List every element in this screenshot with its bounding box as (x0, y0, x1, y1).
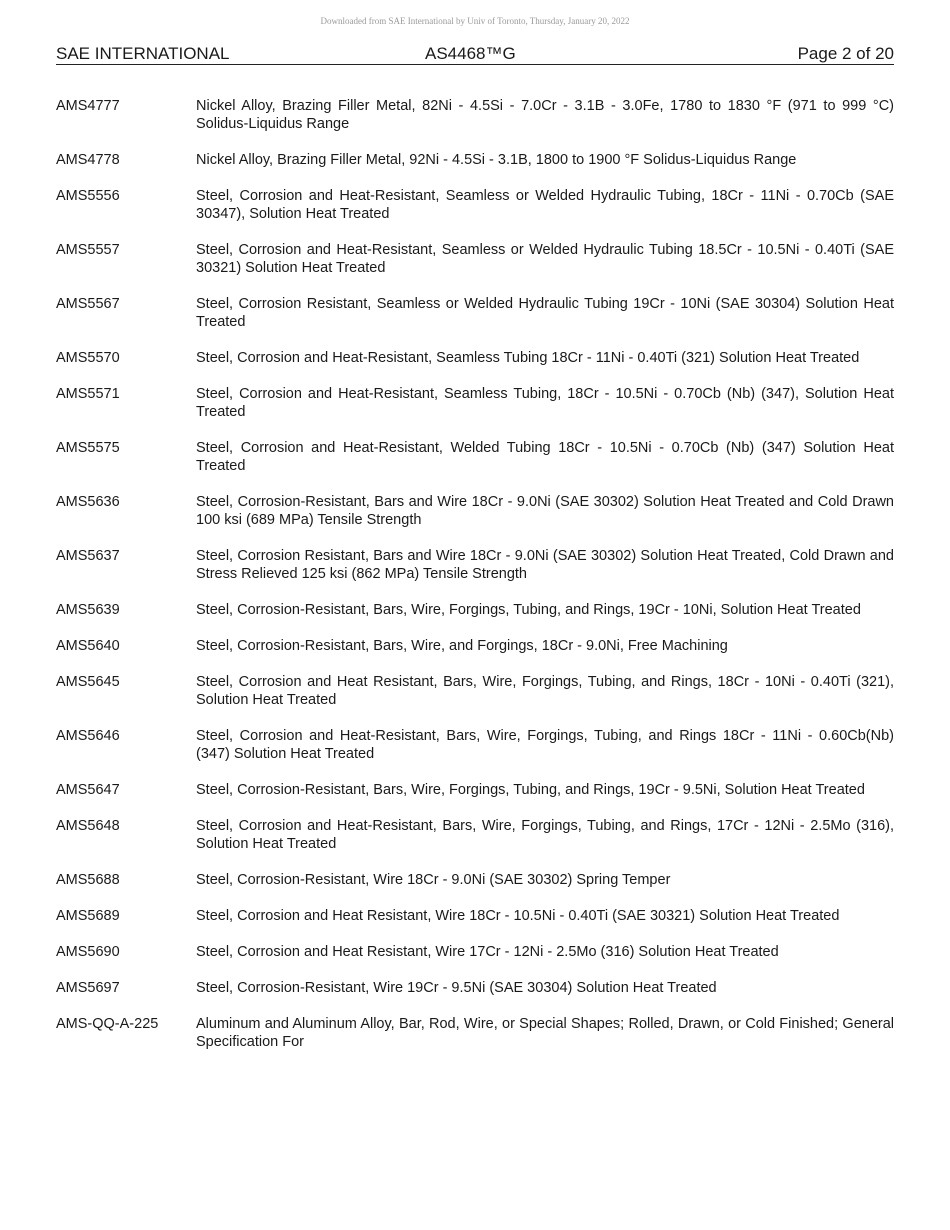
reference-code: AMS5636 (56, 494, 120, 510)
reference-row (56, 349, 894, 367)
reference-code: AMS5640 (56, 638, 120, 654)
reference-code: AMS5646 (56, 728, 120, 744)
reference-row (56, 601, 894, 619)
reference-title: Steel, Corrosion-Resistant, Wire 18Cr - 9.0Ni (SAE 30302) Spring Temper (196, 872, 671, 888)
reference-title: Steel, Corrosion and Heat Resistant, Bars, Wire, Forgings, Tubing, and Rings, 18Cr - 10Ni - 0.40Ti (321), Solution Heat Treated (196, 674, 894, 708)
reference-code: AMS5570 (56, 350, 120, 366)
reference-code: AMS5637 (56, 548, 120, 564)
reference-title: Nickel Alloy, Brazing Filler Metal, 92Ni - 4.5Si - 3.1B, 1800 to 1900 °F Solidus-Liquidus Range (196, 152, 797, 168)
reference-title: Aluminum and Aluminum Alloy, Bar, Rod, Wire, or Special Shapes; Rolled, Drawn, or Cold Finished; General Specification For (196, 1016, 894, 1050)
page-number: Page 2 of 20 (797, 44, 894, 63)
reference-title: Steel, Corrosion-Resistant, Bars and Wire 18Cr - 9.0Ni (SAE 30302) Solution Heat Treated and Cold Drawn 100 ksi (689 MPa) Tensile Strength (196, 494, 894, 528)
reference-code: AMS5648 (56, 818, 120, 834)
reference-row (56, 673, 894, 709)
reference-row (56, 97, 894, 133)
reference-title: Steel, Corrosion Resistant, Bars and Wire 18Cr - 9.0Ni (SAE 30302) Solution Heat Treated, Cold Drawn and Stress Relieved 125 ksi (862 MPa) Tensile Strength (196, 548, 894, 582)
reference-row (56, 295, 894, 331)
reference-row (56, 637, 894, 655)
reference-row (56, 871, 894, 889)
reference-row (56, 907, 894, 925)
reference-code: AMS5567 (56, 296, 120, 312)
reference-title: Steel, Corrosion and Heat-Resistant, Bars, Wire, Forgings, Tubing, and Rings 18Cr - 11Ni - 0.60Cb(Nb) (347) Solution Heat Treated (196, 728, 894, 762)
reference-title: Steel, Corrosion and Heat-Resistant, Seamless or Welded Hydraulic Tubing, 18Cr - 11Ni - 0.70Cb (SAE 30347), Solution Heat Treated (196, 188, 894, 222)
reference-row (56, 493, 894, 529)
reference-code: AMS-QQ-A-225 (56, 1016, 159, 1032)
organization-name: SAE INTERNATIONAL (56, 44, 230, 63)
reference-code: AMS5647 (56, 782, 120, 798)
reference-row (56, 979, 894, 997)
page-header (56, 44, 894, 65)
reference-code: AMS5688 (56, 872, 120, 888)
reference-row (56, 241, 894, 277)
reference-row (56, 547, 894, 583)
reference-code: AMS5571 (56, 386, 120, 402)
reference-code: AMS5697 (56, 980, 120, 996)
reference-code: AMS5557 (56, 242, 120, 258)
reference-code: AMS5690 (56, 944, 120, 960)
reference-code: AMS5639 (56, 602, 120, 618)
reference-code: AMS5556 (56, 188, 120, 204)
reference-title: Steel, Corrosion-Resistant, Wire 19Cr - 9.5Ni (SAE 30304) Solution Heat Treated (196, 980, 717, 996)
reference-title: Steel, Corrosion and Heat-Resistant, Bars, Wire, Forgings, Tubing, and Rings, 17Cr - 12Ni - 2.5Mo (316), Solution Heat Treated (196, 818, 894, 852)
reference-title: Steel, Corrosion and Heat Resistant, Wire 18Cr - 10.5Ni - 0.40Ti (SAE 30321) Solution Heat Treated (196, 908, 840, 924)
reference-row (56, 151, 894, 169)
reference-title: Steel, Corrosion and Heat-Resistant, Seamless Tubing, 18Cr - 10.5Ni - 0.70Cb (Nb) (347), Solution Heat Treated (196, 386, 894, 420)
reference-row (56, 1015, 894, 1051)
reference-row (56, 817, 894, 853)
reference-row (56, 727, 894, 763)
reference-code: AMS4777 (56, 98, 120, 114)
document-id: AS4468™G (425, 44, 516, 63)
reference-title: Steel, Corrosion and Heat-Resistant, Seamless or Welded Hydraulic Tubing 18.5Cr - 10.5Ni - 0.40Ti (SAE 30321) Solution Heat Treated (196, 242, 894, 276)
reference-row (56, 385, 894, 421)
reference-code: AMS4778 (56, 152, 120, 168)
reference-title: Steel, Corrosion-Resistant, Bars, Wire, Forgings, Tubing, and Rings, 19Cr - 10Ni, Solution Heat Treated (196, 602, 861, 618)
reference-title: Steel, Corrosion and Heat Resistant, Wire 17Cr - 12Ni - 2.5Mo (316) Solution Heat Treated (196, 944, 779, 960)
reference-title: Nickel Alloy, Brazing Filler Metal, 82Ni - 4.5Si - 7.0Cr - 3.1B - 3.0Fe, 1780 to 1830 °F (971 to 999 °C) Solidus-Liquidus Range (196, 98, 894, 132)
reference-title: Steel, Corrosion Resistant, Seamless or Welded Hydraulic Tubing 19Cr - 10Ni (SAE 30304) Solution Heat Treated (196, 296, 894, 330)
reference-title: Steel, Corrosion-Resistant, Bars, Wire, Forgings, Tubing, and Rings, 19Cr - 9.5Ni, Solution Heat Treated (196, 782, 865, 798)
reference-code: AMS5575 (56, 440, 120, 456)
reference-row (56, 187, 894, 223)
reference-code: AMS5645 (56, 674, 120, 690)
download-watermark: Downloaded from SAE International by Univ of Toronto, Thursday, January 20, 2022 (320, 16, 630, 26)
reference-row (56, 781, 894, 799)
reference-row (56, 439, 894, 475)
reference-title: Steel, Corrosion-Resistant, Bars, Wire, and Forgings, 18Cr - 9.0Ni, Free Machining (196, 638, 728, 654)
reference-row (56, 943, 894, 961)
reference-title: Steel, Corrosion and Heat-Resistant, Welded Tubing 18Cr - 10.5Ni - 0.70Cb (Nb) (347) Solution Heat Treated (196, 440, 894, 474)
reference-list (56, 97, 894, 1069)
reference-title: Steel, Corrosion and Heat-Resistant, Seamless Tubing 18Cr - 11Ni - 0.40Ti (321) Solution Heat Treated (196, 350, 860, 366)
reference-code: AMS5689 (56, 908, 120, 924)
